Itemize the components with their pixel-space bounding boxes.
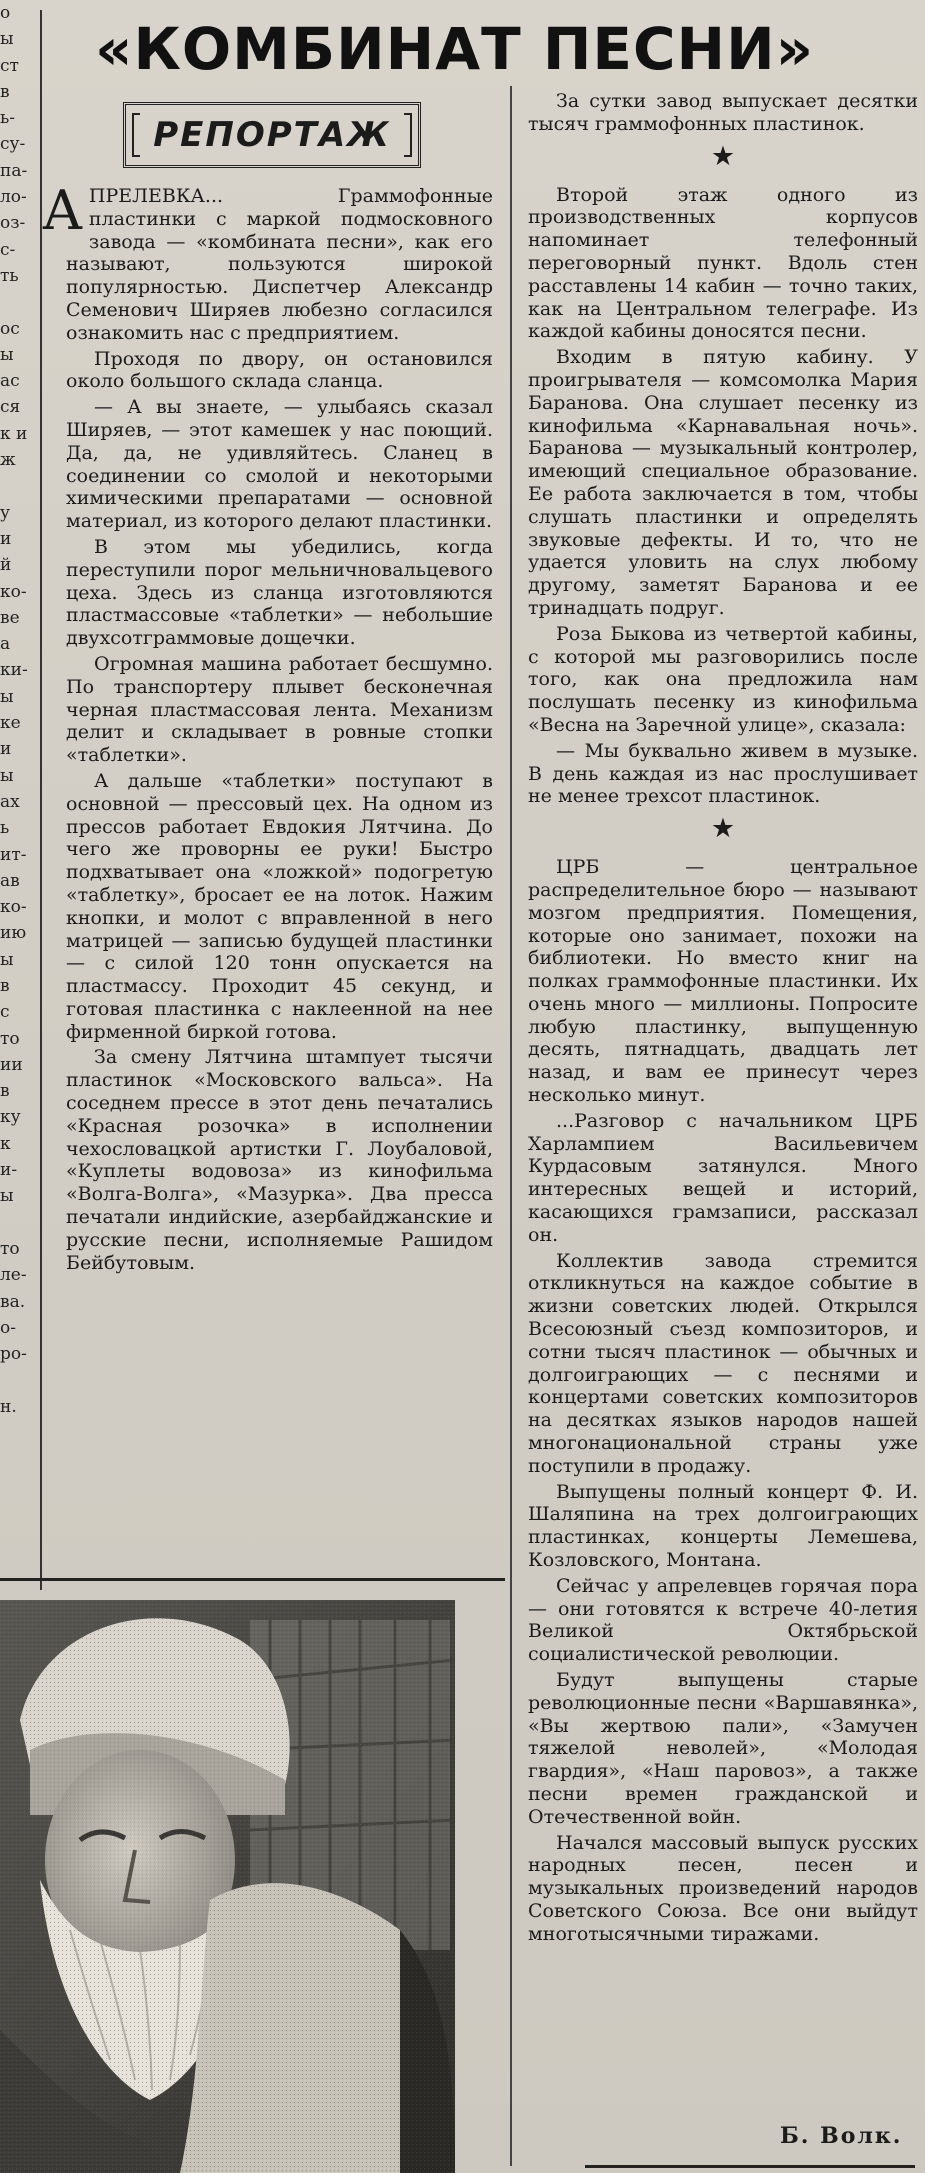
fragment-line: ве	[0, 607, 20, 628]
fragment-line	[0, 1367, 40, 1393]
author-signature: Б. Волк.	[780, 2123, 903, 2149]
fragment-line: в	[0, 81, 10, 102]
paragraph: ...Разговор с начальником ЦРБ Харлампием Васильевичем Курдасовым затянулся. Много интересных вещей и историй, касающихся грамзаписи, рассказал он.	[528, 1109, 918, 1246]
paragraph: — Мы буквально живем в музыке. В день каждая из нас прослушивает не менее трехсот пластинок.	[528, 739, 918, 808]
paragraph: Сейчас у апрелевцев горячая пора — они готовятся к встрече 40-летия Великой Октябрьской социалистической революции.	[528, 1574, 918, 1666]
adjacent-column-fragment	[0, 0, 40, 1590]
fragment-line: ь	[0, 818, 10, 839]
fragment-line: ы	[0, 686, 14, 707]
fragment-line: ко-	[0, 581, 27, 602]
article-headline: «КОМБИНАТ ПЕСНИ»	[95, 15, 815, 83]
fragment-line: то	[0, 1028, 20, 1049]
fragment-line: у	[0, 502, 11, 523]
fragment-line: ко-	[0, 897, 27, 918]
fragment-line: ии	[0, 1054, 23, 1075]
paragraph: За смену Лятчина штампует тысячи пластинок «Московского вальса». На соседнем прессе в этот день печатались «Красная розочка» в исполнении чехословацкой артистки Г. Лоубаловой, «Куплеты водовоза» из кинофильма «Волга-Волга», «Мазурка». Два пресса печатали индийские, азербайджанские и русские песни, исполняемые Рашидом Бейбутовым.	[66, 1046, 493, 1274]
fragment-line: ы	[0, 344, 14, 365]
paragraph: Роза Быкова из четвертой кабины, с которой мы разговорились после того, как она предложила нам послушать песенку из кинофильма «Весна на Заречной улице», сказала:	[528, 622, 918, 736]
fragment-line: в	[0, 975, 10, 996]
fragment-line: ы	[0, 949, 14, 970]
fragment-line: ки-	[0, 660, 28, 681]
column-divider-middle	[510, 86, 512, 2166]
signature-rule	[585, 2165, 915, 2168]
fragment-line: и	[0, 739, 12, 760]
fragment-line: ва.	[0, 1291, 26, 1312]
fragment-line: с-	[0, 239, 16, 260]
fragment-line	[0, 473, 40, 499]
rubric-box	[123, 102, 421, 168]
fragment-line: о	[0, 3, 11, 23]
fragment-line: ся	[0, 397, 21, 418]
fragment-line: ах	[0, 791, 20, 812]
section-star-icon: ★	[710, 140, 736, 172]
fragment-line: ку	[0, 1107, 21, 1128]
fragment-line: па-	[0, 160, 28, 181]
fragment-line: ро-	[0, 1344, 27, 1365]
fragment-line: ы	[0, 765, 14, 786]
paragraph	[42, 179, 493, 345]
fragment-line: в	[0, 1081, 10, 1102]
fragment-line: су-	[0, 134, 26, 155]
photo-top-rule	[0, 1578, 505, 1581]
paragraph: — А вы знаете, — улыбаясь сказал Ширяев, — этот камешек у нас поющий. Да, да, не удивляйтесь. Сланец в соединении со смолой и некоторыми химическими препаратами — основной материал, из которого делают пластинки.	[66, 396, 493, 533]
section-star-icon: ★	[710, 813, 736, 845]
fragment-line: с	[0, 1002, 10, 1023]
fragment-line: о-	[0, 1317, 16, 1338]
paragraph: ЦРБ — центральное распределительное бюро — называют мозгом предприятия. Помещения, которые оно занимает, похожи на библиотеки. Но вместо книг на полках граммофонные пластинки. Их очень много — миллионы. Попросите любую пластинку, выпущенную десять, пятнадцать, двадцать лет назад, и вам ее принесут через несколько минут.	[528, 856, 918, 1107]
paragraph: За сутки завод выпускает десятки тысяч граммофонных пластинок.	[528, 90, 918, 135]
paragraph: Коллектив завода стремится откликнуться на каждое событие в жизни советских людей. Открылся Всесоюзный съезд композиторов, и сотни тысяч пластинок — обычных и долгоиграющих — с песнями и концертами советских композиторов на десятках языков народов нашей многонациональной страны уже поступили в продажу.	[528, 1249, 918, 1477]
fragment-line: а	[0, 634, 11, 655]
fragment-line: н.	[0, 1396, 17, 1417]
fragment-line: ав	[0, 870, 20, 891]
fragment-line: к и	[0, 423, 28, 444]
paragraph: В этом мы убедились, когда переступили порог мельничновальцевого цеха. Здесь из сланца изготовляются пластмассовые «таблетки» — небольшие двухсотграммовые дощечки.	[66, 535, 493, 650]
fragment-line: и-	[0, 1160, 18, 1181]
paragraph: Огромная машина работает бесшумно. По транспортеру плывет бесконечная черная пластмассовая лента. Механизм делит и складывает в ровные стопки «таблетки».	[66, 652, 493, 767]
fragment-line: ло-	[0, 187, 27, 208]
paragraph-text: ПРЕЛЕВКА... Граммофонные пластинки с маркой подмосковного завода — «комбината песни», как его называют, пользуются широкой популярностью. Диспетчер Александр Семенович Ширяев любезно согласился ознакомить нас с предприятием.	[66, 185, 493, 344]
fragment-line: и	[0, 528, 12, 549]
article-column-2	[528, 90, 918, 1949]
paragraph: Начался массовый выпуск русских народных песен, песен и музыкальных произведений народов Советского Союза. Все они выйдут многотысячными тиражами.	[528, 1831, 918, 1945]
fragment-line: ас	[0, 371, 20, 392]
fragment-line: к	[0, 1133, 11, 1154]
paragraph: Будут выпущены старые революционные песни «Варшавянка», «Вы жертвою пали», «Замучен тяжелой неволей», «Молодая гвардия», «Наш паровоз», а также песни времен гражданской и Отечественной войн.	[528, 1669, 918, 1828]
fragment-line: ть	[0, 265, 19, 286]
rubric-label: РЕПОРТАЖ	[153, 115, 391, 155]
fragment-line: ле-	[0, 1265, 27, 1286]
fragment-line	[0, 1210, 40, 1236]
fragment-line: ст	[0, 55, 19, 76]
fragment-line: ы	[0, 1186, 14, 1207]
paragraph: Входим в пятую кабину. У проигрывателя — комсомолка Мария Баранова. Она слушает песенку из кинофильма «Карнавальная ночь». Баранова — музыкальный контролер, имеющий специальное образование. Ее работа заключается в том, чтобы слушать пластинки и определять звуковые дефекты. И то, что не удается уловить на слух любому другому, заметят Баранова и ее тринадцать подруг.	[528, 346, 918, 619]
article-column-1	[42, 179, 493, 1277]
paragraph: Второй этаж одного из производственных корпусов напоминает телефонный переговорный пункт. Вдоль стен расставлены 14 кабин — точно таких, как на Центральном телеграфе. Из каждой кабины доносятся песни.	[528, 183, 918, 343]
fragment-line: ке	[0, 713, 21, 734]
fragment-line: ь-	[0, 108, 15, 129]
photo-elderly-man	[0, 1600, 455, 2173]
paragraph: Проходя по двору, он остановился около большого склада сланца.	[66, 347, 493, 393]
paragraph: Выпущены полный концерт Ф. И. Шаляпина на трех долгоиграющих пластинках, концерты Лемешева, Козловского, Монтана.	[528, 1480, 918, 1572]
fragment-line: ит-	[0, 844, 27, 865]
fragment-line: то	[0, 1238, 20, 1259]
fragment-line: ы	[0, 29, 14, 50]
photo-image	[0, 1600, 455, 2173]
fragment-line: ос	[0, 318, 20, 339]
drop-cap: А	[42, 179, 83, 242]
fragment-line: ж	[0, 450, 16, 471]
fragment-line: оз-	[0, 213, 26, 234]
fragment-line: й	[0, 555, 12, 576]
fragment-line	[0, 289, 40, 315]
column-divider-left	[40, 10, 42, 1590]
paragraph: А дальше «таблетки» поступают в основной — прессовый цех. На одном из прессов работает Евдокия Лятчина. До чего же проворны ее руки! Быстро подхватывает она «ложкой» подогретую «таблетку», бросает ее на лоток. Нажим кнопки, и молот с вправленной в него матрицей — записью будущей пластинки — с силой 120 тонн опускается на пластмассу. Проходит 45 секунд, и готовая пластинка с наклеенной на нее фирменной биркой готова.	[66, 769, 493, 1043]
fragment-line: ию	[0, 923, 27, 944]
